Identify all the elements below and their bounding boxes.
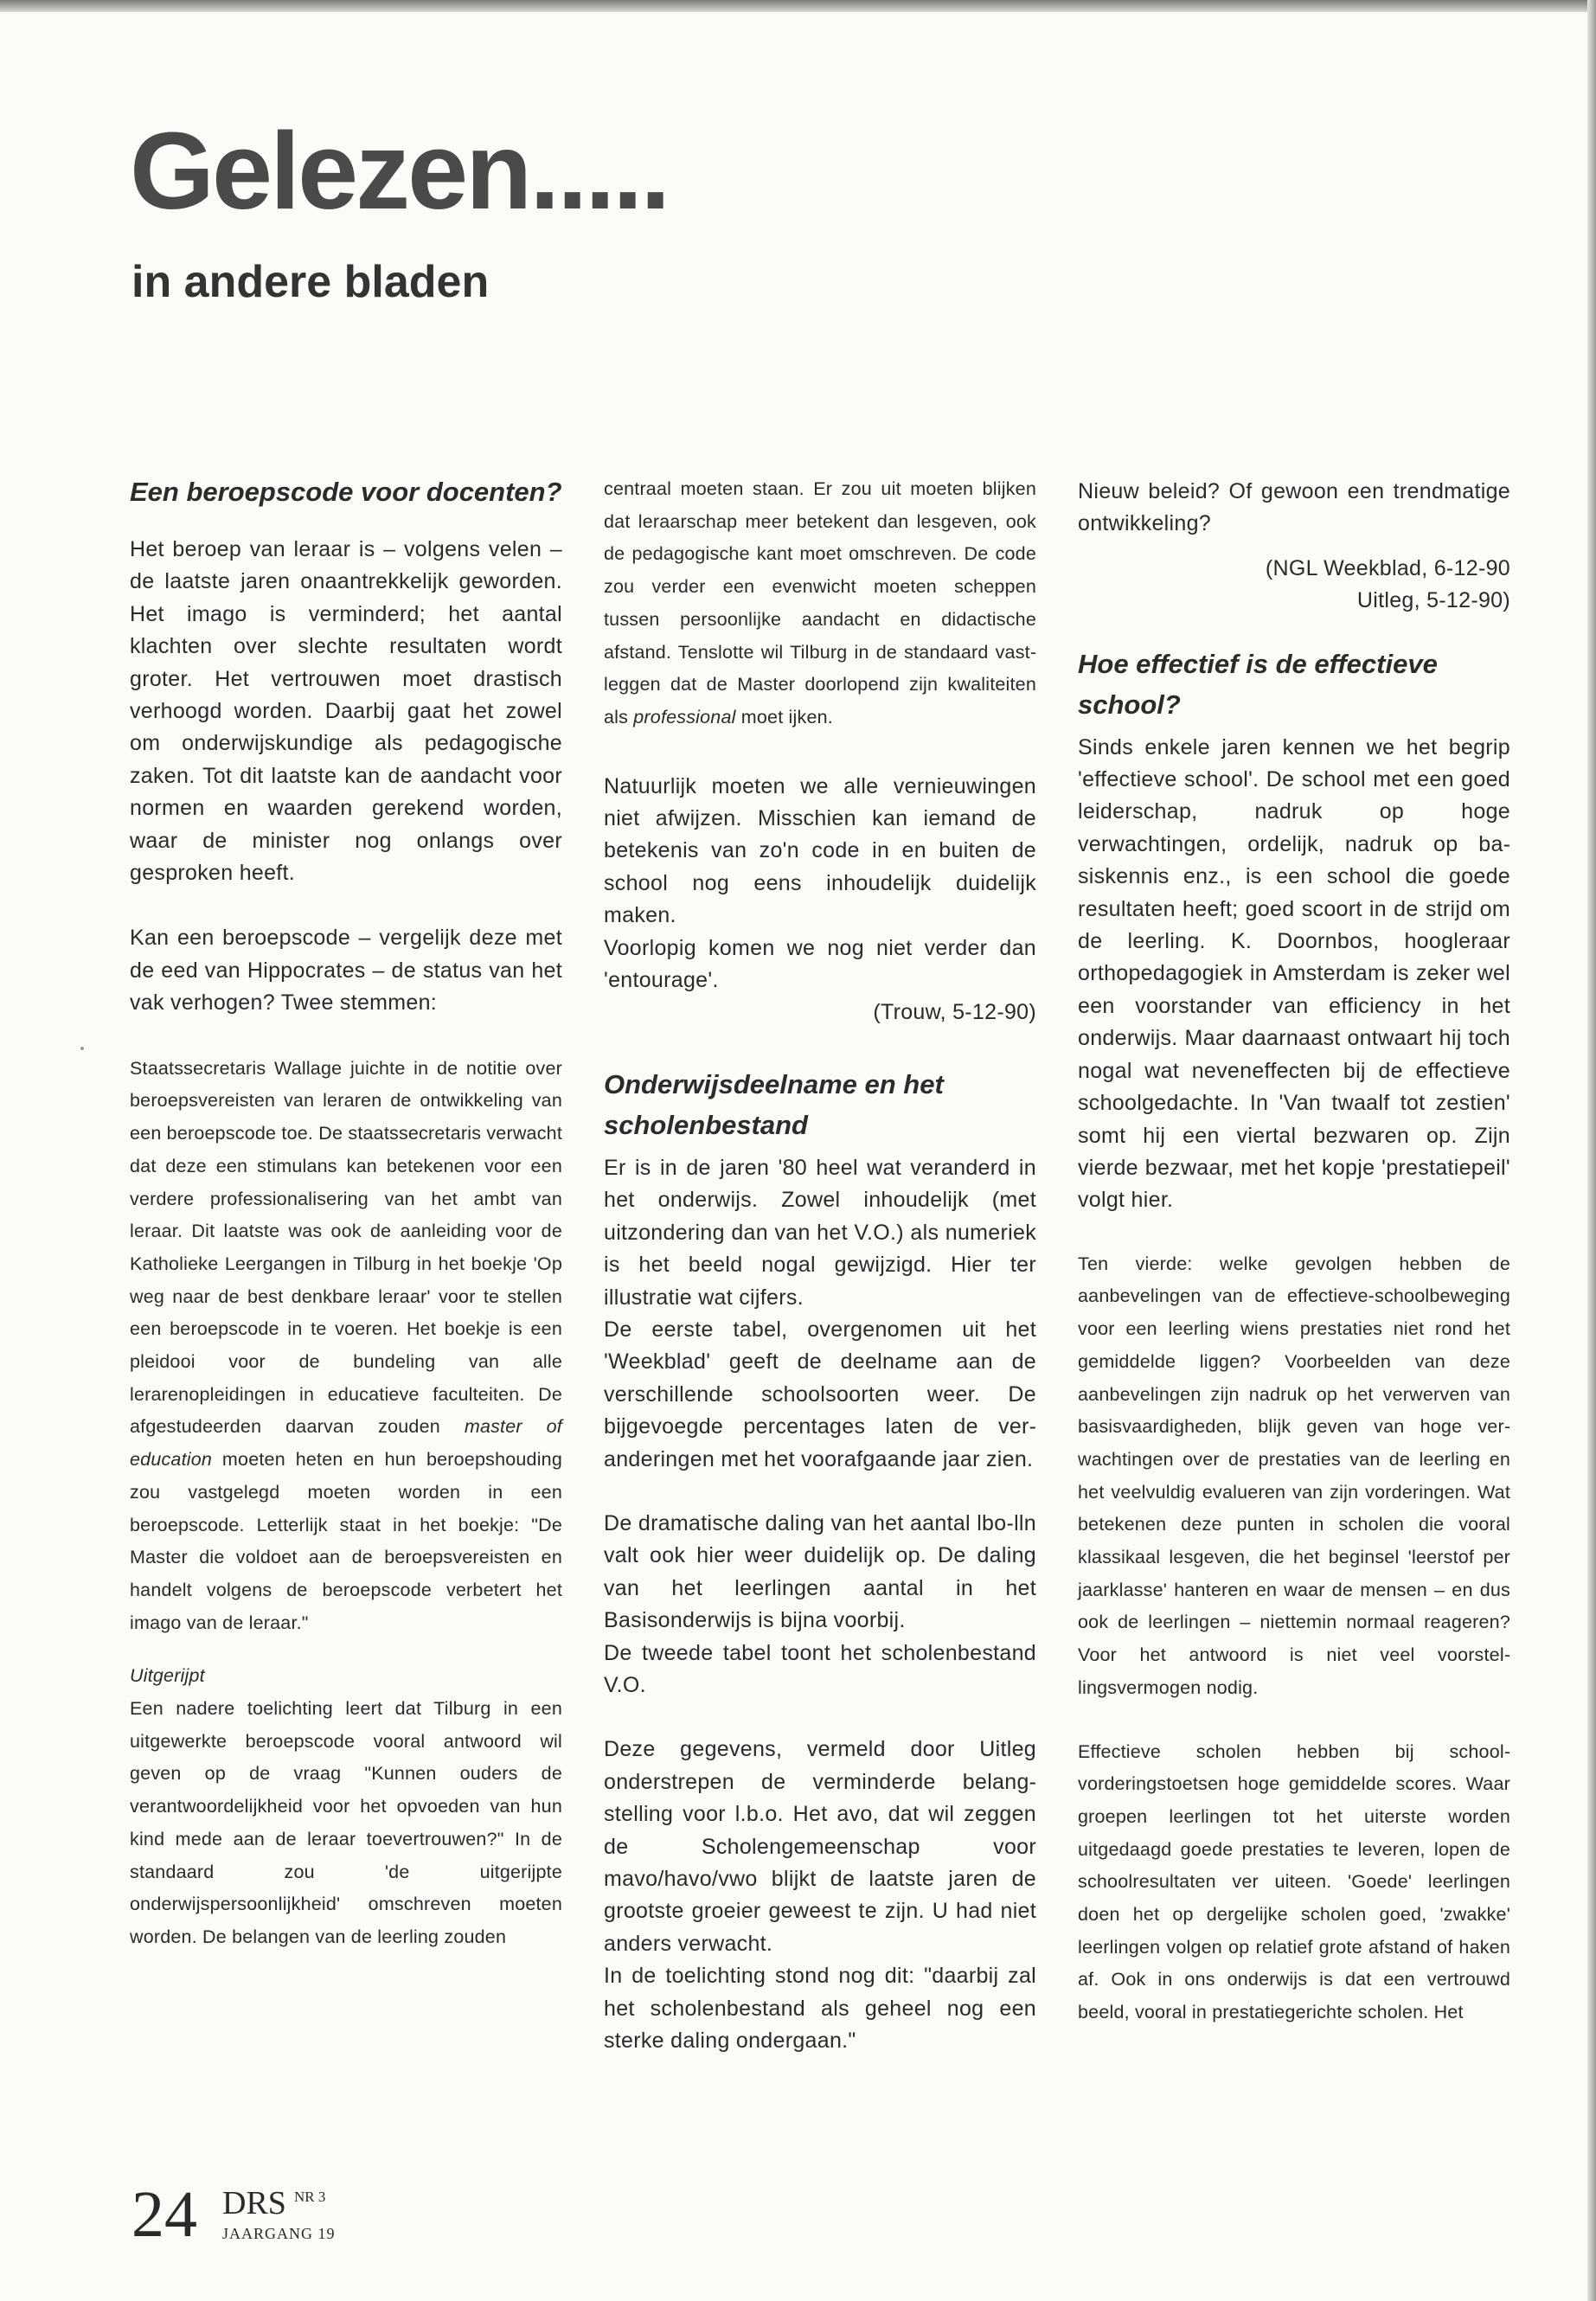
- source-citation: (NGL Weekblad, 6-12-90: [1265, 555, 1510, 580]
- text-run: moet ijken.: [735, 706, 833, 727]
- paragraph: De tweede tabel toont het scholenbestand V.O.: [604, 1640, 1036, 1697]
- paragraph: Effectieve scholen hebben bij schoolvorderingstoetsen hoge gemiddelde scores. Waar groepen leerlingen tot het uiterste worden uitgedaagd goede prestaties te leveren, lopen de schoolresultaten ver uiteen. 'Goede' leerlingen doen het op dergelijke scholen goed, 'zwakke' leerlingen volgen op relatief grote afstand of haken af. Ook in ons onderwijs is dat een vertrouwd beeld, vooral in prestatiegerichte scholen. Het: [1078, 1740, 1510, 2023]
- page-title: Gelezen.....: [130, 110, 669, 232]
- subheading-uitgerijpt: Uitgerijpt: [130, 1665, 205, 1687]
- column-1: [130, 471, 562, 1954]
- text-run: Staatssecretaris Wallage juichte in de notitie over beroepsvereisten van leraren de ontwikkeling van een beroepscode toe. De staatssecretaris verwacht dat deze een stimulans kan betekenen voor een verdere professionalisering van het ambt van leraar. Dit laatste was ook de aanleiding voor de Katholieke Leergangen in Tilburg in het boekje 'Op weg naar de best denkbare leraar' voor te stellen een beroepscode in te voeren. Het boekje is een pleidooi voor de bundeling van alle lerarenopleidingen in educatieve faculteiten. De afgestudeerden daarvan zouden: [130, 1057, 562, 1438]
- page-subtitle: in andere bladen: [131, 257, 490, 307]
- column-3: [1078, 476, 1510, 2029]
- paragraph: Natuurlijk moeten we alle vernieuwingen niet afwijzen. Misschien kan iemand de betekenis van zo'n code in en buiten de school nog eens inhoudelijk duidelijk maken.: [604, 773, 1036, 928]
- paragraph: Deze gegevens, vermeld door Uitleg onderstrepen de verminderde belangstelling voor l.b.o. Het avo, dat wil zeggen de Scholengemeenschap voor mavo/havo/vwo blijkt de laatste jaren de grootste groeier geweest te zijn. U had niet anders verwacht.: [604, 1737, 1036, 1956]
- paragraph: In de toelichting stond nog dit: "daarbij zal het scholenbestand als geheel nog een sterke daling ondergaan.": [604, 1964, 1036, 2054]
- issue-number: NR 3: [294, 2189, 326, 2205]
- paragraph: [130, 1053, 562, 1640]
- emphasis: professional: [633, 706, 736, 727]
- article-heading-beroepscode: Een beroepscode voor docenten?: [130, 477, 562, 507]
- column-2: [604, 471, 1036, 2057]
- paragraph: Een nadere toelichting leert dat Tilburg in een uitgewerkte beroepscode vooral antwoord wil geven op de vraag "Kunnen ouders de verantwoordelijkheid voor het opvoeden van hun kind mede aan de leraar toevertrouwen?" In de standaard zou 'de uitgerijpte onderwijspersoonlijkheid' omschreven moeten worden. De belangen van de leerling zouden: [130, 1698, 562, 1947]
- paragraph: De eerste tabel, overgenomen uit het 'Weekblad' geeft de deelname aan de verschillende schoolsoorten weer. De bijgevoegde percentages laten de veranderingen met het voorafgaande jaar zien.: [604, 1317, 1036, 1471]
- volume-label: JAARGANG 19: [222, 2225, 336, 2242]
- paragraph: De dramatische daling van het aantal lbo-lln valt ook hier weer duidelijk op. De daling van het leerlingen aantal in het Basisonderwijs is bijna voorbij.: [604, 1510, 1036, 1633]
- scan-edge-right: [1587, 0, 1596, 2301]
- text-run: centraal moeten staan. Er zou uit moeten blijken dat leraarschap meer betekent dan lesgeven, ook de pedagogische kant moet omschreven. De code zou verder een evenwicht moeten scheppen tussen persoonlijke aandacht en didactische afstand. Tenslotte wil Tilburg in de standaard vastleggen dat de Master doorlopend zijn kwaliteiten als: [604, 478, 1036, 727]
- paragraph: Sinds enkele jaren kennen we het begrip 'effectieve school'. De school met een goed leiderschap, nadruk op hoge verwachtingen, ordelijk, nadruk op basiskennis enz., is een school die goede resultaten heeft; goed scoort in de strijd om de leerling. K. Doornbos, hoogleraar orthopedagogiek in Amsterdam is zeker wel een voorstander van efficiency in het onderwijs. Maar daarnaast ontwaart hij toch nogal wat neveneffecten bij de effectieve schoolgedachte. In 'Van twaalf tot zestien' somt hij een viertal bezwaren op. Zijn vierde bezwaar, met het kopje 'prestatiepeil' volgt hier.: [1078, 734, 1510, 1213]
- paragraph: Nieuw beleid? Of gewoon een trendmatige ontwikkeling?: [1078, 479, 1510, 536]
- source-citation: Uitleg, 5-12-90): [1356, 588, 1510, 613]
- scan-speck: [80, 1047, 84, 1050]
- magazine-name: DRS: [222, 2185, 286, 2221]
- emphasis: master of education: [130, 1416, 562, 1471]
- article-heading-effectieve-school: Hoe effectief is de effectieve school?: [1078, 648, 1438, 720]
- scan-edge-top: [0, 0, 1596, 12]
- page-number: 24: [131, 2178, 197, 2251]
- source-citation: (Trouw, 5-12-90): [873, 1000, 1036, 1025]
- paragraph: [604, 473, 1036, 734]
- paragraph: Er is in de jaren '80 heel wat veranderd in het onderwijs. Zowel inhoudelijk (met uitzondering dan van het V.O.) als numeriek is het beeld nogal gewijzigd. Hier ter illustratie wat cijfers.: [604, 1155, 1036, 1310]
- paragraph: Het beroep van leraar is – volgens velen – de laatste jaren onaantrekkelijk geworden. Het imago is verminderd; het aantal klachten over slechte resultaten wordt groter. Het vertrouwen moet drastisch verhoogd worden. Daarbij gaat het zowel om onderwijskundige als pedagogische zaken. Tot dit laatste kan de aandacht voor normen en waarden gerekend worden, waar de minister nog onlangs over gesproken heeft.: [130, 537, 562, 886]
- paragraph: Kan een beroepscode – vergelijk deze met de eed van Hippocrates – de status van het vak verhogen? Twee stemmen:: [130, 926, 562, 1016]
- text-run: moeten heten en hun beroepshouding zou vastgelegd moeten worden in een beroepscode. Letterlijk staat in het boekje: "De Master die voldoet aan de beroepsvereisten en handelt volgens de beroepscode verbetert het imago van de leraar.": [130, 1449, 562, 1633]
- article-heading-onderwijsdeelname: Onderwijsdeelname en het scholenbestand: [604, 1068, 944, 1140]
- paragraph: Ten vierde: welke gevolgen hebben de aanbevelingen van de effectieve-schoolbeweging voor een leerling wiens prestaties niet rond het gemiddelde liggen? Voorbeelden van deze aanbevelingen zijn nadruk op het verwerven van basisvaardigheden, blijk geven van hoge verwachtingen over de prestaties van de leerling en het veelvuldig evalueren van zijn vorderingen. Wat betekenen deze punten in scholen die vooral klassikaal lesgeven, die het beginsel 'leerstof per jaarklasse' hanteren en waar de mensen – en dus ook de leerlingen – niettemin normaal reageren? Voor het antwoord is niet veel voorstellingsvermogen nodig.: [1078, 1253, 1510, 1698]
- paragraph: Voorlopig komen we nog niet verder dan 'entourage'.: [604, 935, 1036, 993]
